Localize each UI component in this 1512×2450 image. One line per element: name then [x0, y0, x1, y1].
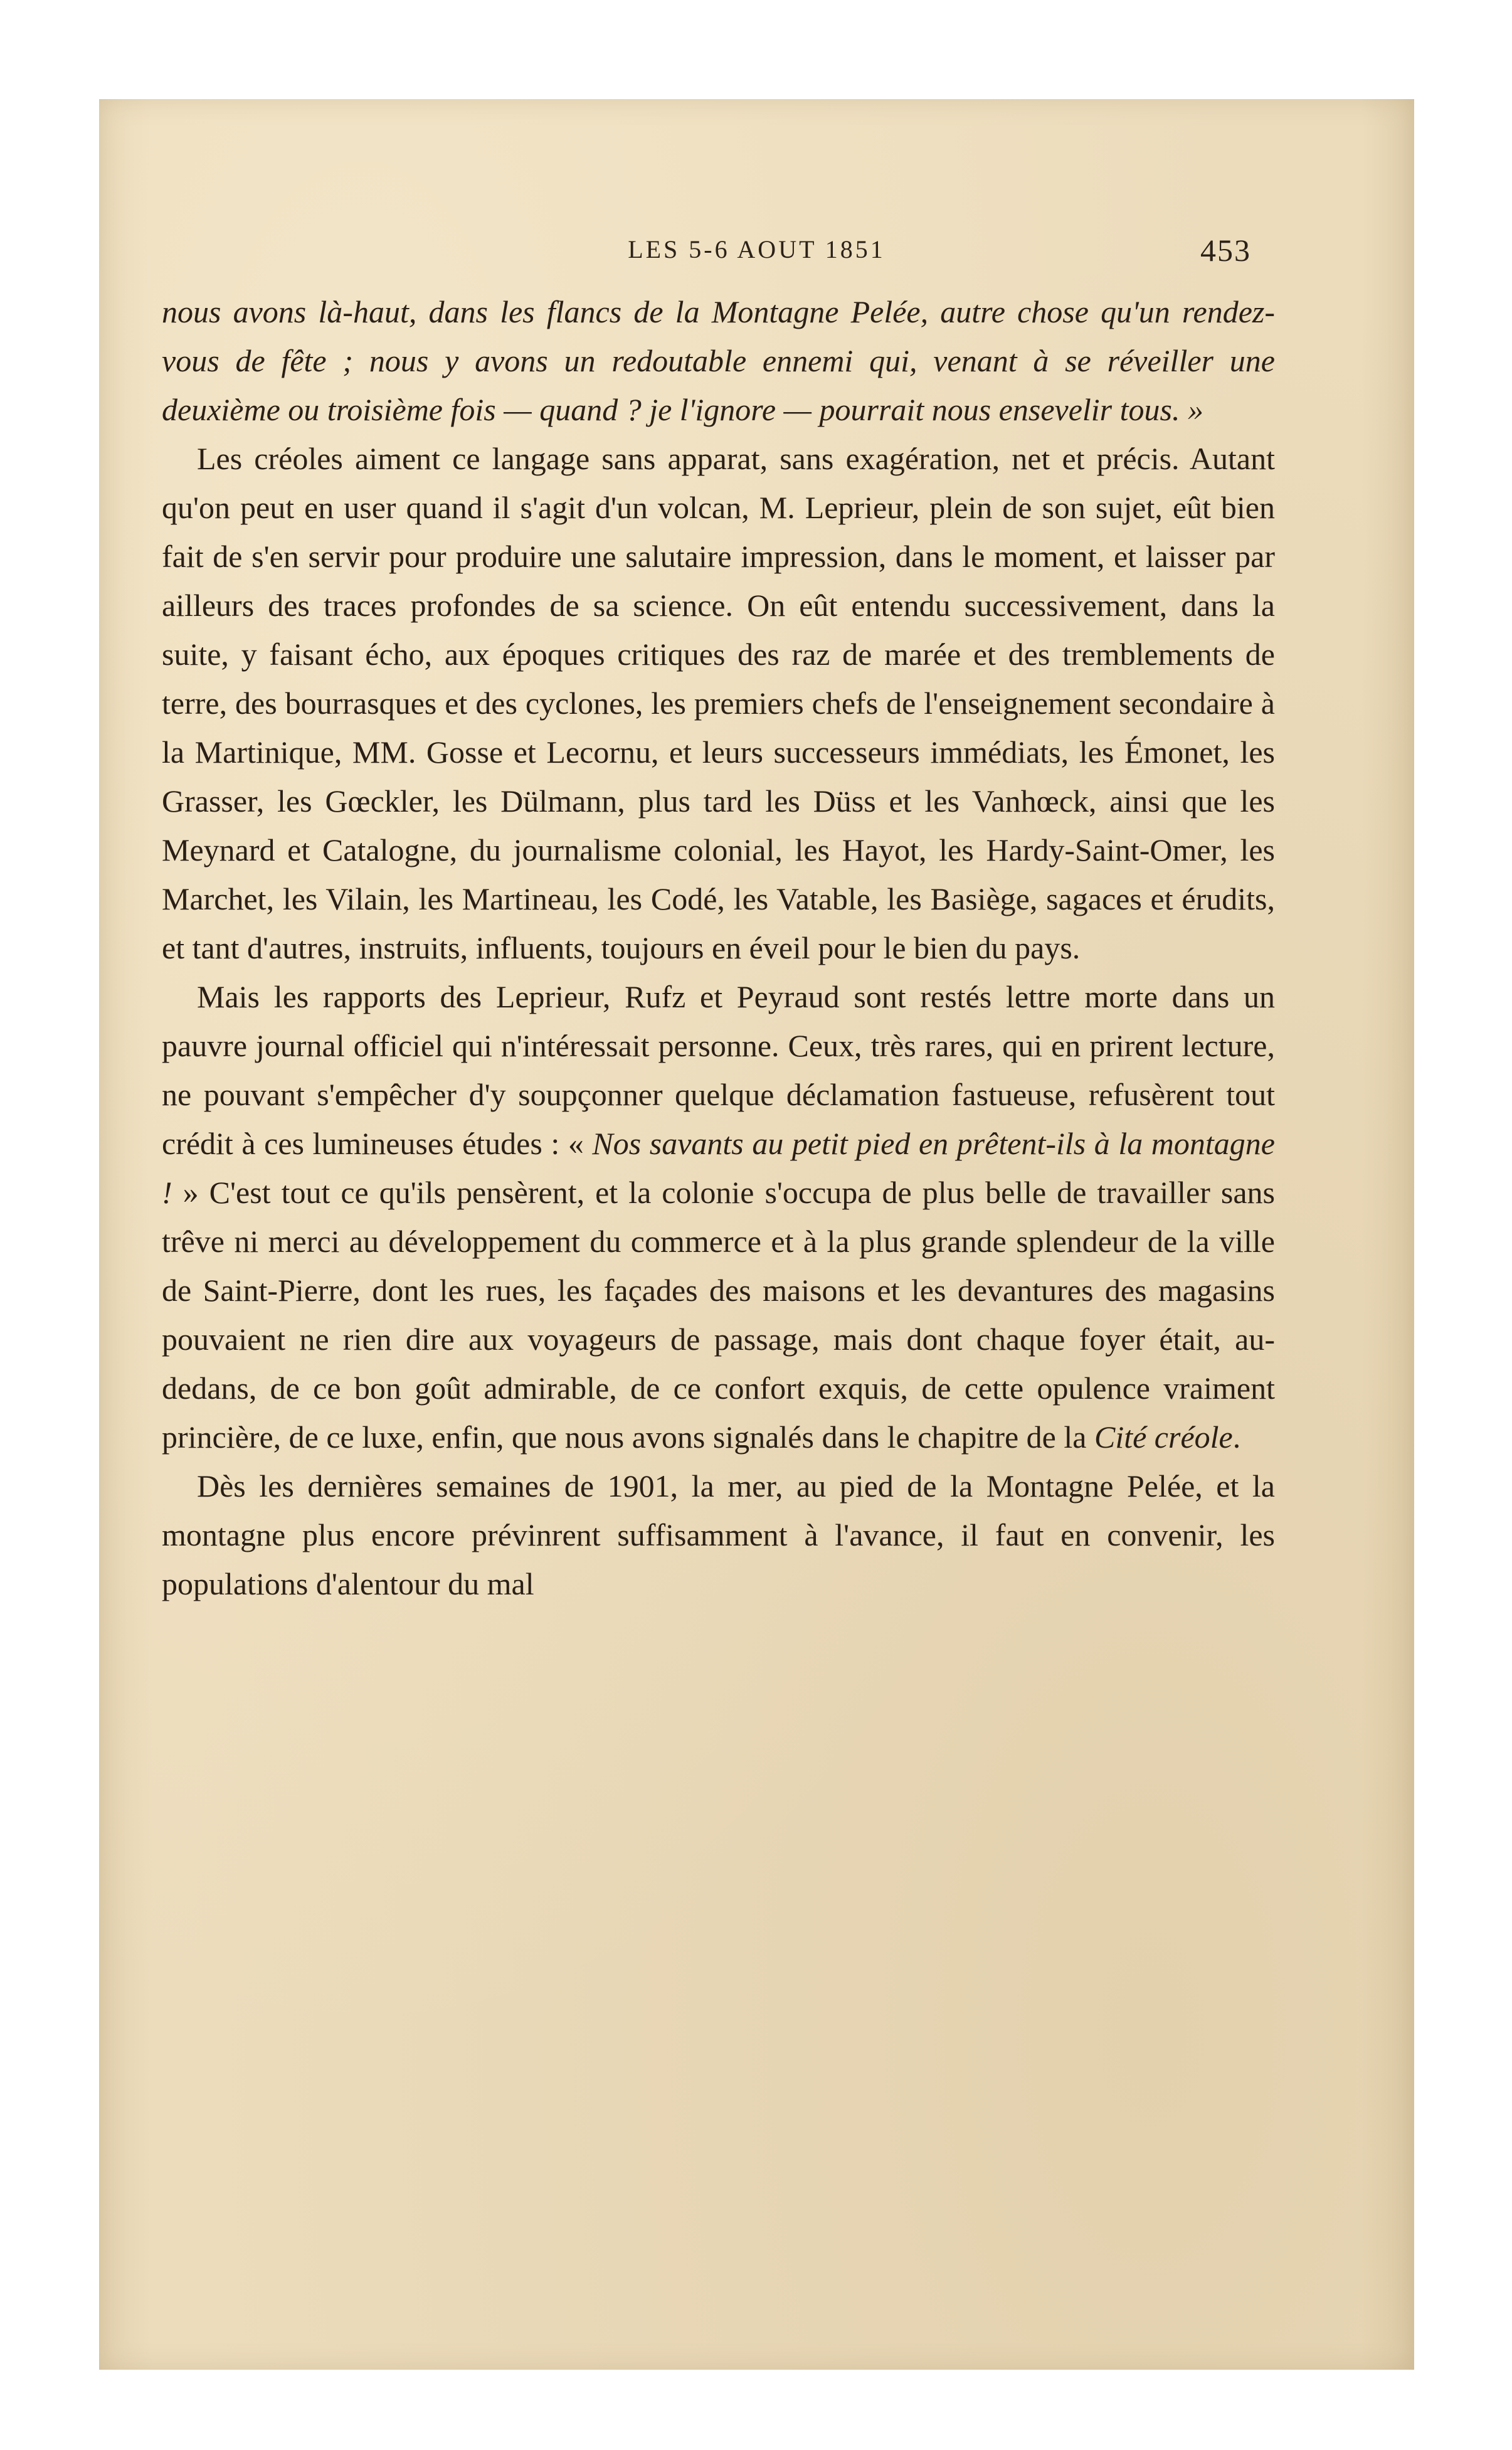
- paragraph-rapports-part-1: Mais les rapports des Leprieur, Rufz et Peyraud sont restés lettre morte dans un pauvre journal officiel qui n'intéressait personne. Ceux, très rares, qui en prirent lecture, ne pouvant s'empêcher d'y soupçonner quelque déclamation fastueuse, refusèrent tout crédit à ces lumineuses études : «: [162, 979, 1275, 1161]
- paragraph-continuation: nous avons là-haut, dans les flancs de la Montagne Pelée, autre chose qu'un rendez-vous de fête ; nous y avons un redoutable ennemi qui, venant à se réveiller une deuxième ou troisième fois — quand ? je l'ignore — pourrait nous ensevelir tous. »: [162, 294, 1275, 427]
- paragraph-rapports-end: .: [1232, 1419, 1241, 1455]
- page-header: [99, 235, 1414, 272]
- paragraph-rapports: [162, 972, 1275, 1461]
- quote-italic: Nos savants au petit pied en prêtent-ils à la montagne !: [162, 1126, 1275, 1210]
- chapter-reference: Cité créole: [1094, 1419, 1233, 1455]
- page-number: 453: [1200, 233, 1251, 268]
- paragraph-creoles: Les créoles aiment ce langage sans apparat, sans exagération, net et précis. Autant qu'on peut en user quand il s'agit d'un volcan, M. Leprieur, plein de son sujet, eût bien fait de s'en servir pour produire une salutaire impression, dans le moment, et laisser par ailleurs des traces profondes de sa science. On eût entendu successivement, dans la suite, y faisant écho, aux époques critiques des raz de marée et des tremblements de terre, des bourrasques et des cyclones, les premiers chefs de l'enseignement secondaire à la Martinique, MM. Gosse et Lecornu, et leurs successeurs immédiats, les Émonet, les Grasser, les Gœckler, les Dülmann, plus tard les Düss et les Vanhœck, ainsi que les Meynard et Catalogne, du journalisme colonial, les Hayot, les Hardy-Saint-Omer, les Marchet, les Vilain, les Martineau, les Codé, les Vatable, les Basiège, sagaces et érudits, et tant d'autres, instruits, influents, toujours en éveil pour le bien du pays.: [162, 441, 1275, 965]
- paragraph-1901: Dès les dernières semaines de 1901, la mer, au pied de la Montagne Pelée, et la montagne plus encore prévinrent suffisamment à l'avance, il faut en convenir, les populations d'alentour du mal: [162, 1468, 1275, 1601]
- book-page: [99, 99, 1414, 2370]
- paragraph-rapports-part-2: » C'est tout ce qu'ils pensèrent, et la colonie s'occupa de plus belle de travailler sans trêve ni merci au développement du commerce et à la plus grande splendeur de la ville de Saint-Pierre, dont les rues, les façades des maisons et les devantures des magasins pouvaient ne rien dire aux voyageurs de passage, mais dont chaque foyer était, au-dedans, de ce bon goût admirable, de ce confort exquis, de cette opulence vraiment princière, de ce luxe, enfin, que nous avons signalés dans le chapitre de la: [162, 1175, 1275, 1455]
- running-title: LES 5-6 AOUT 1851: [628, 235, 886, 263]
- body-text: [162, 287, 1275, 1608]
